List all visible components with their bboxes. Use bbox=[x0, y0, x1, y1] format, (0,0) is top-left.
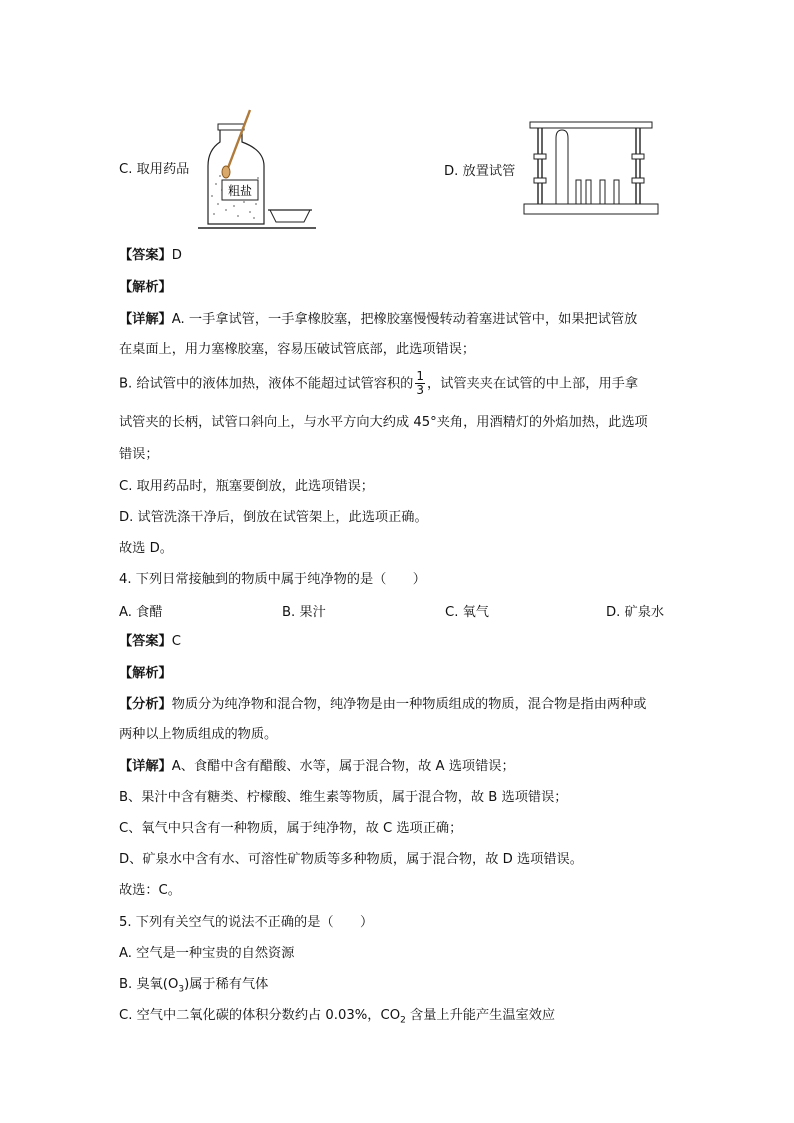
subscript: 3 bbox=[178, 984, 185, 995]
q3-conclusion: 故选 D。 bbox=[119, 541, 173, 556]
b1-text: B. 给试管中的液体加热，液体不能超过试管容积的 bbox=[119, 376, 414, 392]
option-c-post: 含量上升能产生温室效应 bbox=[405, 1008, 556, 1023]
q4-detail-a bbox=[119, 757, 515, 777]
fraction-denominator: 3 bbox=[416, 383, 425, 397]
answer-value: D bbox=[171, 248, 182, 263]
option-b-post: )属于稀有气体 bbox=[184, 977, 269, 992]
q4-option-d: D. 矿泉水 bbox=[606, 605, 665, 620]
q3-detail-d: D. 试管洗涤干净后，倒放在试管架上，此选项正确。 bbox=[119, 510, 428, 525]
b1-post-text: ，试管夹夹在试管的中上部，用手拿 bbox=[427, 376, 639, 392]
subscript: 2 bbox=[400, 1015, 406, 1026]
q5-option-c bbox=[119, 1006, 555, 1031]
analysis-text: 物质分为纯净物和混合物，纯净物是由一种物质组成的物质，混合物是指由两种或 bbox=[171, 697, 647, 712]
q3-detail-a1 bbox=[119, 310, 637, 330]
option-b-text: B. 臭氧(O bbox=[119, 977, 179, 992]
detail-text: A. 一手拿试管，一手拿橡胶塞，把橡胶塞慢慢转动着塞进试管中，如果把试管放 bbox=[171, 312, 638, 327]
q3-analysis-tag: 【解析】 bbox=[119, 280, 172, 295]
q5-option-a: A. 空气是一种宝贵的自然资源 bbox=[119, 946, 295, 961]
q4-option-a: A. 食醋 bbox=[119, 605, 163, 620]
q4-analysis-tag: 【解析】 bbox=[119, 666, 172, 681]
q3-detail-b1 bbox=[119, 370, 638, 397]
detail-tag: 【详解】 bbox=[119, 312, 172, 327]
q4-option-b: B. 果汁 bbox=[282, 605, 326, 620]
q3-detail-c: C. 取用药品时，瓶塞要倒放，此选项错误； bbox=[119, 479, 374, 494]
q3-detail-b3: 错误； bbox=[119, 447, 159, 462]
bottle-spoon-figure bbox=[198, 106, 318, 232]
q3-detail-b2: 试管夹的长柄，试管口斜向上，与水平方向大约成 45°夹角，用酒精灯的外焰加热，此选项 bbox=[119, 415, 648, 430]
fraction bbox=[415, 370, 425, 397]
q4-analysis-2: 两种以上物质组成的物质。 bbox=[119, 727, 278, 742]
q4-conclusion: 故选：C。 bbox=[119, 883, 181, 898]
q3-answer bbox=[119, 246, 182, 266]
q5-option-b bbox=[119, 975, 268, 1000]
figure-d-caption: D. 放置试管 bbox=[444, 164, 516, 179]
q4-detail-c: C、氧气中只含有一种物质，属于纯净物，故 C 选项正确； bbox=[119, 821, 463, 836]
q3-detail-a2: 在桌面上，用力塞橡胶塞，容易压破试管底部，此选项错误； bbox=[119, 342, 476, 357]
q4-answer bbox=[119, 632, 181, 652]
figure-c-caption: C. 取用药品 bbox=[119, 162, 190, 177]
q4-detail-b: B、果汁中含有糖类、柠檬酸、维生素等物质，属于混合物，故 B 选项错误； bbox=[119, 790, 568, 805]
detail-text: A、食醋中含有醋酸、水等，属于混合物，故 A 选项错误； bbox=[171, 759, 515, 774]
q4-option-c: C. 氧气 bbox=[445, 605, 489, 620]
detail-tag: 【详解】 bbox=[119, 759, 172, 774]
bottle-label: 粗盐 bbox=[227, 184, 253, 198]
fraction-numerator: 1 bbox=[416, 369, 425, 383]
q4-detail-d: D、矿泉水中含有水、可溶性矿物质等多种物质，属于混合物，故 D 选项错误。 bbox=[119, 852, 583, 867]
q5-stem: 5. 下列有关空气的说法不正确的是（ ） bbox=[119, 915, 374, 930]
answer-tag: 【答案】 bbox=[119, 248, 172, 263]
test-tube-rack-figure bbox=[520, 118, 662, 218]
q4-stem: 4. 下列日常接触到的物质中属于纯净物的是（ ） bbox=[119, 572, 426, 587]
answer-value: C bbox=[171, 634, 181, 649]
q4-analysis-1 bbox=[119, 695, 647, 715]
answer-tag: 【答案】 bbox=[119, 634, 172, 649]
analysis-tag: 【分析】 bbox=[119, 697, 172, 712]
option-c-text: C. 空气中二氧化碳的体积分数约占 0.03%，CO bbox=[119, 1008, 401, 1023]
